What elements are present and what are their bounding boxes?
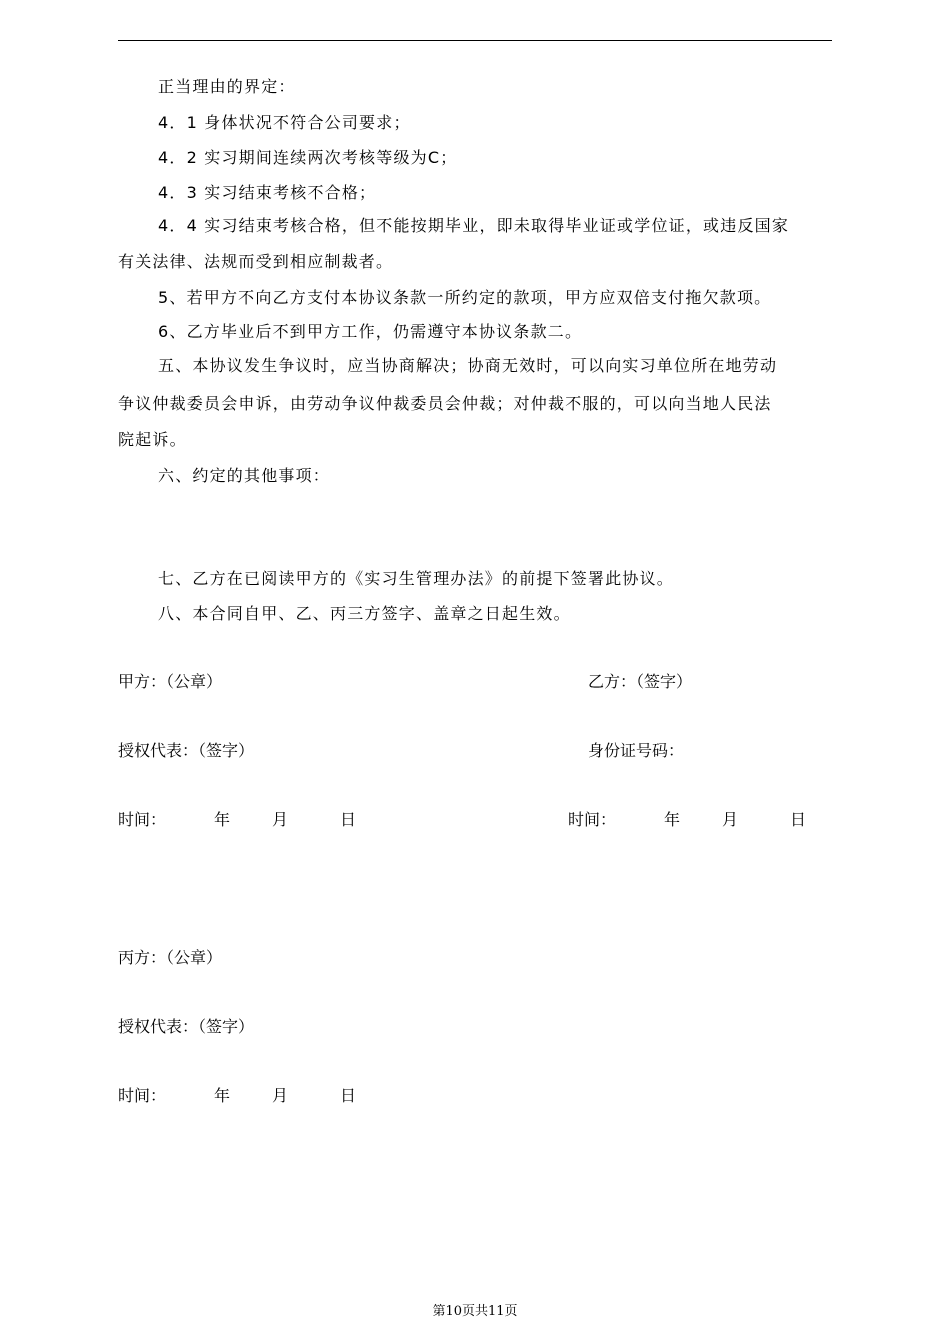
- party-a-year: 年: [214, 810, 231, 829]
- clause-4-2: 4．2 实习期间连续两次考核等级为C；: [158, 148, 458, 167]
- party-b-sign-label: 乙方：（签字）: [588, 672, 693, 691]
- section-5-line2: 争议仲裁委员会申诉，由劳动争议仲裁委员会仲裁；对仲裁不服的，可以向当地人民法: [118, 394, 772, 413]
- party-b-month: 月: [722, 810, 739, 829]
- section-5-line3: 院起诉。: [118, 430, 187, 449]
- header-rule: [118, 40, 832, 41]
- section-8: 八、本合同自甲、乙、丙三方签字、盖章之日起生效。: [158, 604, 571, 623]
- party-a-seal-label: 甲方：（公章）: [118, 672, 223, 691]
- party-c-rep-label: 授权代表：（签字）: [118, 1017, 255, 1036]
- party-b-id-label: 身份证号码：: [588, 741, 685, 760]
- party-b-time-label: 时间：: [568, 810, 617, 829]
- party-c-month: 月: [272, 1086, 289, 1105]
- clause-5: 5、若甲方不向乙方支付本协议条款一所约定的款项，甲方应双倍支付拖欠款项。: [158, 288, 772, 307]
- party-c-time-label: 时间：: [118, 1086, 167, 1105]
- party-b-year: 年: [664, 810, 681, 829]
- section-7: 七、乙方在已阅读甲方的《实习生管理办法》的前提下签署此协议。: [158, 569, 675, 588]
- clause-4-3: 4．3 实习结束考核不合格；: [158, 183, 377, 202]
- party-c-year: 年: [214, 1086, 231, 1105]
- justified-reason-heading: 正当理由的界定：: [158, 77, 296, 96]
- clause-4-1: 4．1 身体状况不符合公司要求；: [158, 113, 411, 132]
- clause-4-4-line2: 有关法律、法规而受到相应制裁者。: [118, 252, 394, 271]
- party-a-time-label: 时间：: [118, 810, 167, 829]
- section-5-line1: 五、本协议发生争议时，应当协商解决；协商无效时，可以向实习单位所在地劳动: [158, 356, 778, 375]
- party-a-month: 月: [272, 810, 289, 829]
- party-c-day: 日: [340, 1086, 357, 1105]
- page-number: 第10页共11页: [432, 1304, 518, 1319]
- party-a-day: 日: [340, 810, 357, 829]
- section-6: 六、约定的其他事项：: [158, 466, 331, 485]
- party-b-day: 日: [790, 810, 807, 829]
- clause-6: 6、乙方毕业后不到甲方工作，仍需遵守本协议条款二。: [158, 322, 583, 341]
- clause-4-4-line1: 4．4 实习结束考核合格，但不能按期毕业，即未取得毕业证或学位证，或违反国家: [158, 216, 790, 235]
- party-a-rep-label: 授权代表：（签字）: [118, 741, 255, 760]
- party-c-seal-label: 丙方：（公章）: [118, 948, 223, 967]
